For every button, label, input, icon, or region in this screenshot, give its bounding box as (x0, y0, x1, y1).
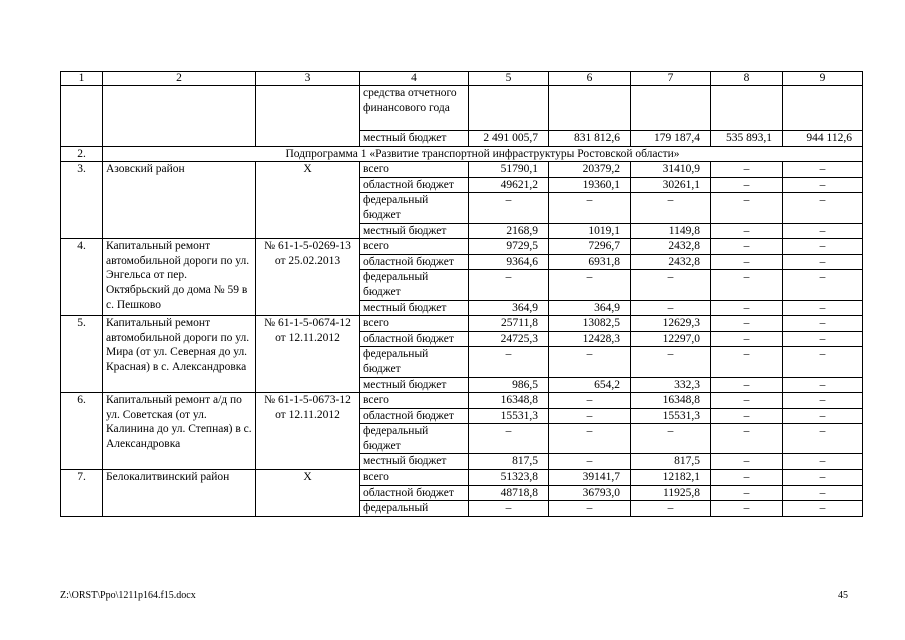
amount-cell: – (783, 377, 863, 393)
header-cell: 1 (61, 72, 103, 86)
amount-cell: – (711, 377, 783, 393)
funding-source: всего (360, 316, 469, 332)
amount-cell: 817,5 (469, 454, 549, 470)
amount-cell: 12428,3 (549, 331, 631, 347)
amount-cell: – (711, 454, 783, 470)
funding-source: областной бюджет (360, 177, 469, 193)
amount-cell: – (469, 270, 549, 300)
amount-cell: – (783, 454, 863, 470)
amount-cell: – (631, 347, 711, 377)
amount-cell: – (711, 193, 783, 223)
amount-cell: – (783, 223, 863, 239)
amount-cell: – (783, 239, 863, 255)
amount-cell: 30261,1 (631, 177, 711, 193)
amount-cell: – (711, 424, 783, 454)
amount-cell: 7296,7 (549, 239, 631, 255)
amount-cell: – (711, 501, 783, 517)
object-name: Азовский район (103, 162, 256, 239)
header-cell: 6 (549, 72, 631, 86)
amount-cell: 12182,1 (631, 470, 711, 486)
amount-cell: 179 187,4 (631, 131, 711, 147)
row-number: 6. (61, 393, 103, 470)
amount-cell: – (711, 470, 783, 486)
amount-cell: 1019,1 (549, 223, 631, 239)
table-row (61, 239, 863, 255)
amount-cell: 16348,8 (469, 393, 549, 409)
funding-source: местный бюджет (360, 223, 469, 239)
funding-source: областной бюджет (360, 485, 469, 501)
amount-cell: – (783, 408, 863, 424)
funding-source: местный бюджет (360, 131, 469, 147)
amount-cell: – (783, 424, 863, 454)
amount-cell: 654,2 (549, 377, 631, 393)
amount-cell: – (783, 193, 863, 223)
header-cell: 5 (469, 72, 549, 86)
table-row (61, 316, 863, 332)
amount-cell: – (783, 316, 863, 332)
row-number: 2. (61, 146, 103, 162)
amount-cell: – (783, 254, 863, 270)
amount-cell: – (783, 393, 863, 409)
object-name: Капитальный ремонт автомобильной дороги по ул. Мира (от ул. Северная до ул. Красная) в с. Александровка (103, 316, 256, 393)
footer-page-number: 45 (838, 590, 848, 601)
amount-cell: – (783, 162, 863, 178)
funding-source: всего (360, 239, 469, 255)
row-number (61, 86, 103, 147)
amount-cell: – (549, 393, 631, 409)
amount-cell: – (711, 177, 783, 193)
amount-cell: – (631, 424, 711, 454)
amount-cell: – (711, 393, 783, 409)
amount-cell: – (783, 347, 863, 377)
table-row (61, 470, 863, 486)
table-row (61, 393, 863, 409)
amount-cell: – (783, 485, 863, 501)
amount-cell: 364,9 (469, 300, 549, 316)
amount-cell: – (631, 193, 711, 223)
object-name: Капитальный ремонт автомобильной дороги по ул. Энгельса от пер. Октябрьский до дома № 59 в с. Пешково (103, 239, 256, 316)
funding-source: областной бюджет (360, 408, 469, 424)
budget-table (60, 71, 863, 517)
amount-cell: 2 491 005,7 (469, 131, 549, 147)
footer-file-path: Z:\ORST\Ppo\1211p164.f15.docx (60, 590, 196, 601)
amount-cell: – (549, 193, 631, 223)
amount-cell: – (549, 408, 631, 424)
funding-source: областной бюджет (360, 331, 469, 347)
amount-cell: – (711, 300, 783, 316)
amount-cell: – (711, 239, 783, 255)
document-ref: № 61-1-5-0674-12 от 12.11.2012 (256, 316, 360, 393)
subprogram-row (61, 146, 863, 162)
amount-cell: 2432,8 (631, 239, 711, 255)
amount-cell (469, 86, 549, 131)
amount-cell: – (549, 424, 631, 454)
amount-cell: 16348,8 (631, 393, 711, 409)
amount-cell: 19360,1 (549, 177, 631, 193)
amount-cell: 817,5 (631, 454, 711, 470)
funding-source: федеральный бюджет (360, 424, 469, 454)
funding-source: местный бюджет (360, 377, 469, 393)
header-cell: 4 (360, 72, 469, 86)
header-cell: 3 (256, 72, 360, 86)
amount-cell: 25711,8 (469, 316, 549, 332)
amount-cell: – (549, 270, 631, 300)
object-name (103, 86, 256, 147)
amount-cell: 31410,9 (631, 162, 711, 178)
table-row (61, 162, 863, 178)
amount-cell: – (783, 501, 863, 517)
amount-cell: 36793,0 (549, 485, 631, 501)
amount-cell: 2432,8 (631, 254, 711, 270)
amount-cell: 364,9 (549, 300, 631, 316)
amount-cell: 986,5 (469, 377, 549, 393)
funding-source: местный бюджет (360, 454, 469, 470)
document-ref: X (256, 162, 360, 239)
amount-cell: 49621,2 (469, 177, 549, 193)
amount-cell: – (549, 501, 631, 517)
amount-cell: – (469, 424, 549, 454)
amount-cell: 39141,7 (549, 470, 631, 486)
document-ref: № 61-1-5-0269-13 от 25.02.2013 (256, 239, 360, 316)
row-number: 4. (61, 239, 103, 316)
amount-cell: 51790,1 (469, 162, 549, 178)
amount-cell: – (549, 454, 631, 470)
amount-cell: 51323,8 (469, 470, 549, 486)
amount-cell: – (631, 501, 711, 517)
header-row (61, 72, 863, 86)
amount-cell: – (711, 331, 783, 347)
amount-cell: – (783, 470, 863, 486)
amount-cell: 11925,8 (631, 485, 711, 501)
funding-source: федеральный (360, 501, 469, 517)
amount-cell: 24725,3 (469, 331, 549, 347)
header-cell: 8 (711, 72, 783, 86)
amount-cell: 944 112,6 (783, 131, 863, 147)
header-cell: 7 (631, 72, 711, 86)
row-number: 5. (61, 316, 103, 393)
amount-cell: – (711, 254, 783, 270)
object-name: Белокалитвинский район (103, 470, 256, 517)
amount-cell: 20379,2 (549, 162, 631, 178)
amount-cell: – (631, 300, 711, 316)
funding-source: всего (360, 393, 469, 409)
amount-cell: – (711, 347, 783, 377)
document-ref (256, 86, 360, 147)
amount-cell: 12629,3 (631, 316, 711, 332)
funding-source: всего (360, 162, 469, 178)
funding-source: федеральный бюджет (360, 347, 469, 377)
amount-cell: 1149,8 (631, 223, 711, 239)
amount-cell: – (711, 223, 783, 239)
amount-cell (549, 86, 631, 131)
row-number: 3. (61, 162, 103, 239)
amount-cell: 48718,8 (469, 485, 549, 501)
amount-cell: 6931,8 (549, 254, 631, 270)
amount-cell: 831 812,6 (549, 131, 631, 147)
amount-cell: – (711, 162, 783, 178)
funding-source: федеральный бюджет (360, 193, 469, 223)
amount-cell: 332,3 (631, 377, 711, 393)
document-ref: № 61-1-5-0673-12 от 12.11.2012 (256, 393, 360, 470)
subprogram-title: Подпрограмма 1 «Развитие транспортной инфраструктуры Ростовской области» (103, 146, 863, 162)
header-cell: 9 (783, 72, 863, 86)
amount-cell: 9729,5 (469, 239, 549, 255)
table-row (61, 86, 863, 131)
header-cell: 2 (103, 72, 256, 86)
row-number: 7. (61, 470, 103, 517)
amount-cell: 9364,6 (469, 254, 549, 270)
amount-cell: – (469, 347, 549, 377)
funding-source: средства отчетного финансового года (360, 86, 469, 131)
amount-cell: 12297,0 (631, 331, 711, 347)
funding-source: областной бюджет (360, 254, 469, 270)
amount-cell: – (711, 485, 783, 501)
amount-cell: – (783, 270, 863, 300)
amount-cell (711, 86, 783, 131)
funding-source: федеральный бюджет (360, 270, 469, 300)
amount-cell: – (783, 177, 863, 193)
amount-cell: – (711, 408, 783, 424)
amount-cell: – (631, 270, 711, 300)
amount-cell: 15531,3 (469, 408, 549, 424)
amount-cell: 535 893,1 (711, 131, 783, 147)
document-ref: X (256, 470, 360, 517)
funding-source: всего (360, 470, 469, 486)
amount-cell: – (469, 501, 549, 517)
amount-cell: – (469, 193, 549, 223)
amount-cell: 2168,9 (469, 223, 549, 239)
amount-cell: 15531,3 (631, 408, 711, 424)
object-name: Капитальный ремонт а/д по ул. Советская (от ул. Калинина до ул. Степная) в с. Александровка (103, 393, 256, 470)
amount-cell: – (783, 331, 863, 347)
amount-cell: – (711, 270, 783, 300)
amount-cell (783, 86, 863, 131)
amount-cell: 13082,5 (549, 316, 631, 332)
amount-cell: – (783, 300, 863, 316)
amount-cell: – (549, 347, 631, 377)
amount-cell: – (711, 316, 783, 332)
amount-cell (631, 86, 711, 131)
funding-source: местный бюджет (360, 300, 469, 316)
